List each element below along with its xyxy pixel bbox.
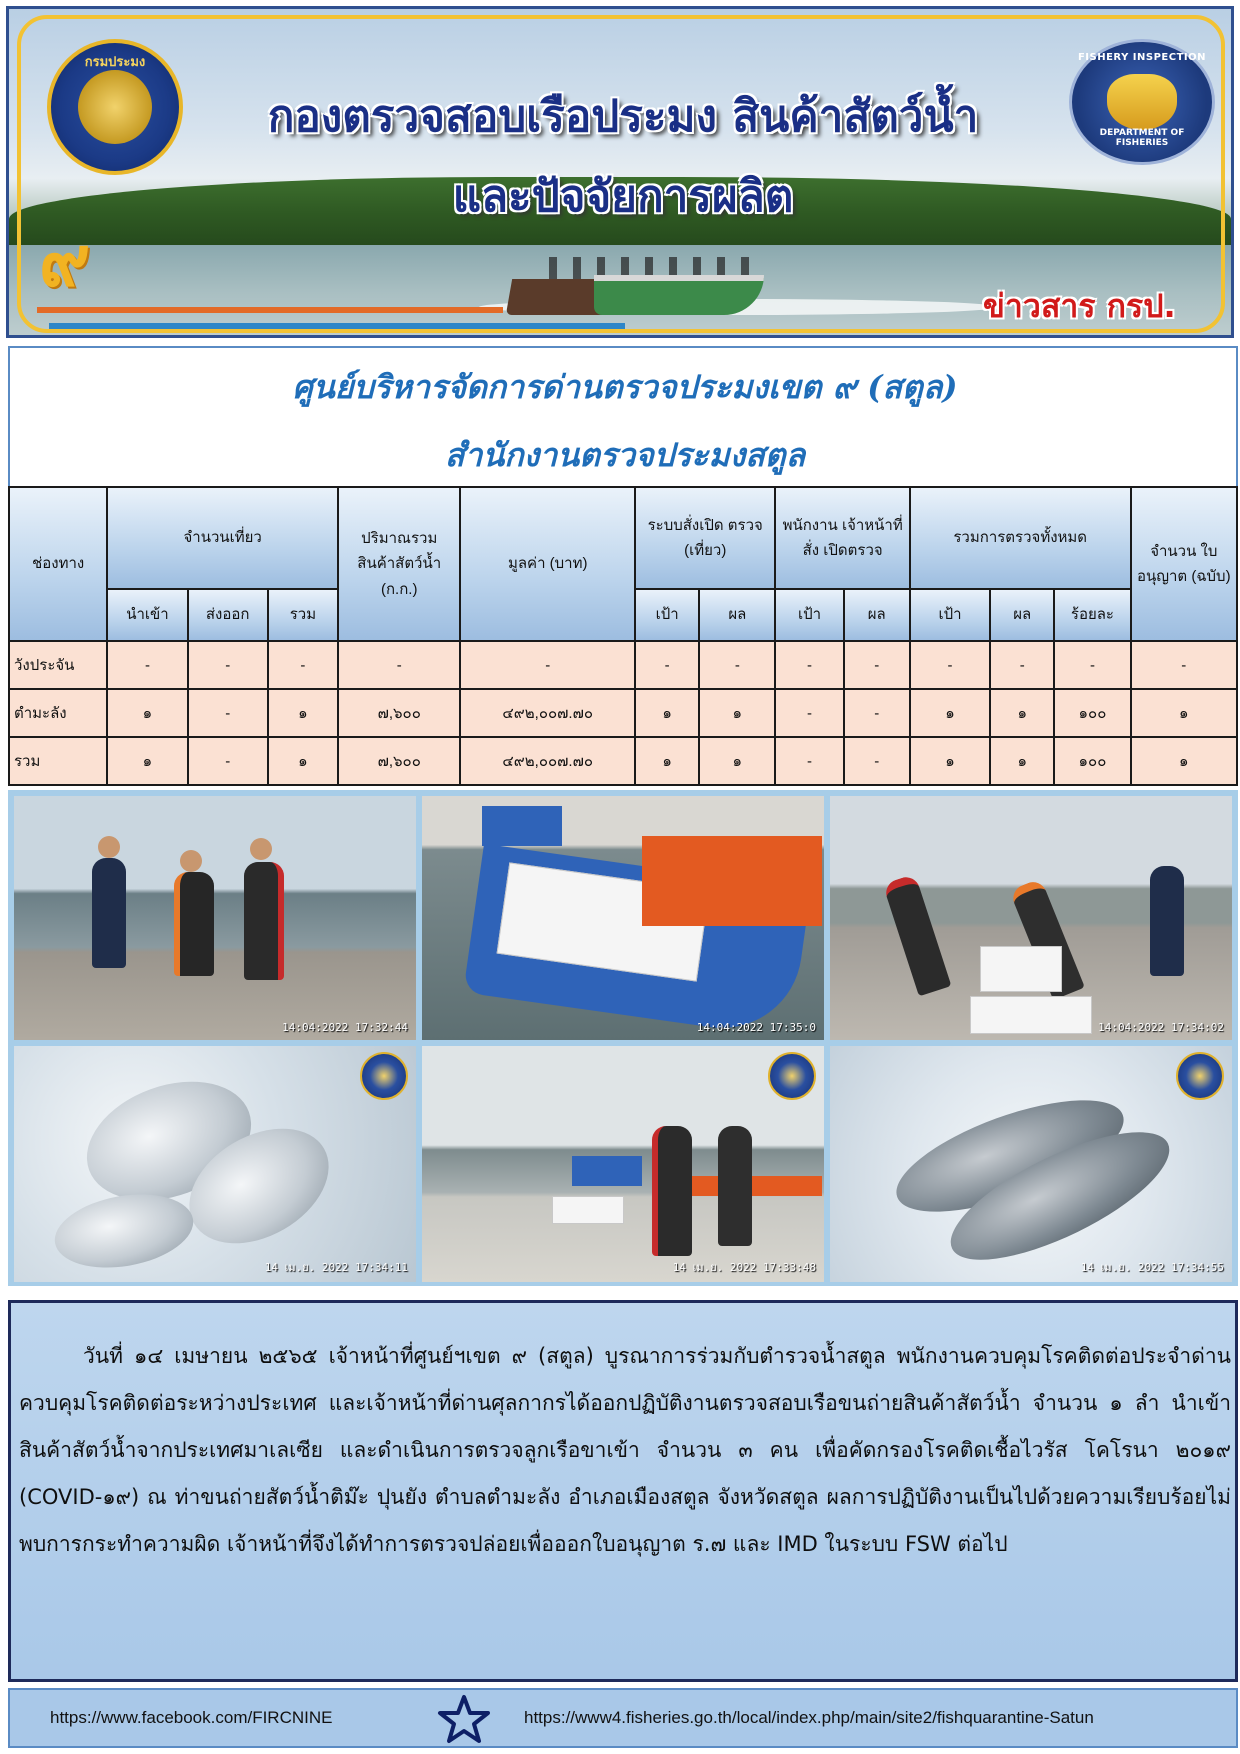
cell-quantity: ๗,๖๐๐ [338, 737, 460, 785]
cell-all-result: ๑ [990, 737, 1054, 785]
col-system-target: เป้า [635, 589, 699, 641]
col-staff-order: พนักงาน เจ้าหน้าที่สั่ง เปิดตรวจ [775, 487, 909, 589]
person-head [180, 850, 202, 872]
fish-crate [970, 996, 1092, 1034]
photo-sea-bass-on-ice [830, 1046, 1232, 1282]
news-body-text: วันที่ ๑๔ เมษายน ๒๕๖๕ เจ้าหน้าที่ศูนย์ฯเขต ๙ (สตูล) บูรณาการร่วมกับตำรวจน้ำสตูล พนักงานควบคุมโรคติดต่อประจำด่านควบคุมโรคติดต่อระหว่างประเทศ และเจ้าหน้าที่ด่านศุลกากรได้ออกปฏิบัติงานตรวจสอบเรือขนถ่ายสินค้าสัตว์น้ำ จำนวน ๑ ลำ นำเข้าสินค้าสัตว์น้ำจากประเทศมาเลเซีย และดำเนินการตรวจลูกเรือขาเข้า จำนวน ๓ คน เพื่อคัดกรองโรคติดเชื้อไวรัส โคโรนา ๒๐๑๙ (COVID-๑๙) ณ ท่าขนถ่ายสัตว์น้ำติม๊ะ ปุนยัง ตำบลตำมะลัง อำเภอเมืองสตูล จังหวัดสตูล ผลการปฏิบัติงานเป็นไปด้วยความเรียบร้อยไม่พบการกระทำความผิด เจ้าหน้าที่จึงได้ทำการตรวจปล่อยเพื่อออกใบอนุญาต ร.๗ และ IMD ในระบบ FSW ต่อไป [19, 1344, 1231, 1556]
fisheries-seal-icon [360, 1052, 408, 1100]
cell-sys-target: ๑ [635, 689, 699, 737]
col-trips-import: นำเข้า [107, 589, 187, 641]
table-row [9, 641, 1237, 689]
person-figure [174, 872, 214, 976]
col-permits: จำนวน ใบอนุญาต (ฉบับ) [1131, 487, 1237, 641]
cell-sys-target: - [635, 641, 699, 689]
photo-timestamp: 14 เม.ย. 2022 17:33:48 [672, 1261, 816, 1274]
table-row [9, 689, 1237, 737]
boat-bridge [482, 806, 562, 846]
person-figure [883, 874, 952, 997]
cell-all-target: ๑ [910, 737, 990, 785]
office-title: ศูนย์บริหารจัดการด่านตรวจประมงเขต ๙ (สตูล) [292, 368, 958, 406]
star-icon [436, 1694, 492, 1744]
photo-pomfret-on-ice [14, 1046, 416, 1282]
person-figure [244, 862, 284, 980]
col-total-inspection: รวมการตรวจทั้งหมด [910, 487, 1131, 589]
footer-bar [8, 1688, 1238, 1748]
col-trips-total: รวม [268, 589, 338, 641]
cell-export: - [188, 689, 268, 737]
cell-staff-target: - [775, 689, 843, 737]
col-system-result: ผล [699, 589, 775, 641]
cell-sys-result: ๑ [699, 689, 775, 737]
cell-all-result: - [990, 641, 1054, 689]
logo-text-top: FISHERY INSPECTION [1077, 52, 1207, 63]
inspection-stats-table [8, 486, 1238, 786]
news-body-panel [8, 1300, 1238, 1682]
photo-timestamp: 14:04:2022 17:35:0 [696, 1021, 816, 1034]
col-all-result: ผล [990, 589, 1054, 641]
seal-label: กรมประมง [84, 55, 146, 70]
cell-value: ๔๙๒,๐๐๗.๗๐ [460, 689, 635, 737]
cell-sys-result: ๑ [699, 737, 775, 785]
cell-sys-result: - [699, 641, 775, 689]
fish-crate [980, 946, 1062, 992]
blue-stripe [49, 323, 625, 329]
cell-value: ๔๙๒,๐๐๗.๗๐ [460, 737, 635, 785]
cell-staff-result: - [844, 737, 910, 785]
photo-timestamp: 14 เม.ย. 2022 17:34:55 [1080, 1261, 1224, 1274]
cell-percent: ๑๐๐ [1054, 737, 1130, 785]
photo-boat-with-crates [422, 796, 824, 1040]
col-percent: ร้อยละ [1054, 589, 1130, 641]
cell-channel: รวม [9, 737, 107, 785]
cell-percent: ๑๐๐ [1054, 689, 1130, 737]
photo-timestamp: 14:04:2022 17:34:02 [1098, 1021, 1224, 1034]
orange-stripe [37, 307, 503, 313]
logo-text-bottom: DEPARTMENT OF FISHERIES [1099, 128, 1185, 148]
cell-total: ๑ [268, 737, 338, 785]
website-link[interactable]: https://www4.fisheries.go.th/local/index.php/main/site2/fishquarantine-Satun [524, 1708, 1094, 1727]
person-figure [718, 1126, 752, 1246]
region-number-glyph: ๙ [39, 220, 91, 302]
cell-permits: - [1131, 641, 1237, 689]
photo-timestamp: 14 เม.ย. 2022 17:34:11 [264, 1261, 408, 1274]
photo-timestamp: 14:04:2022 17:32:44 [282, 1021, 408, 1034]
facebook-link[interactable]: https://www.facebook.com/FIRCNINE [50, 1708, 333, 1727]
fish [49, 1184, 199, 1277]
cell-export: - [188, 641, 268, 689]
news-badge: ข่าวสาร กรป. [983, 287, 1176, 325]
boat-hull [682, 1176, 822, 1196]
cell-staff-target: - [775, 641, 843, 689]
banner-title-line1: กองตรวจสอบเรือประมง สินค้าสัตว์น้ำ [267, 91, 979, 142]
cell-import: ๑ [107, 689, 187, 737]
col-system-order: ระบบสั่งเปิด ตรวจ (เที่ยว) [635, 487, 775, 589]
cell-total: - [268, 641, 338, 689]
cell-quantity: ๗,๖๐๐ [338, 689, 460, 737]
person-head [250, 838, 272, 860]
table-row-total [9, 737, 1237, 785]
col-staff-result: ผล [844, 589, 910, 641]
col-quantity: ปริมาณรวม สินค้าสัตว์น้ำ (ก.ก.) [338, 487, 460, 641]
cell-staff-result: - [844, 689, 910, 737]
header-banner [6, 6, 1234, 338]
photo-unloading-at-dock [422, 1046, 824, 1282]
photo-grid [8, 790, 1238, 1286]
col-trips-export: ส่งออก [188, 589, 268, 641]
col-all-target: เป้า [910, 589, 990, 641]
cell-channel: วังประจัน [9, 641, 107, 689]
cell-percent: - [1054, 641, 1130, 689]
fisheries-seal-icon [1176, 1052, 1224, 1100]
photo-officers-on-pier [14, 796, 416, 1040]
person-head [98, 836, 120, 858]
cell-channel: ตำมะลัง [9, 689, 107, 737]
cell-quantity: - [338, 641, 460, 689]
cell-export: - [188, 737, 268, 785]
cell-permits: ๑ [1131, 737, 1237, 785]
col-staff-target: เป้า [775, 589, 843, 641]
cell-import: ๑ [107, 737, 187, 785]
person-figure [92, 858, 126, 968]
fisheries-seal-icon [768, 1052, 816, 1100]
cell-staff-result: - [844, 641, 910, 689]
boat-hull [572, 1156, 642, 1186]
col-trips: จำนวนเที่ยว [107, 487, 338, 589]
cell-all-target: - [910, 641, 990, 689]
cell-import: - [107, 641, 187, 689]
col-value: มูลค่า (บาท) [460, 487, 635, 641]
office-subtitle: สำนักงานตรวจประมงสตูล [444, 436, 806, 474]
cell-staff-target: - [775, 737, 843, 785]
photo-inspecting-catch [830, 796, 1232, 1040]
boat-cabin [642, 836, 822, 926]
cell-all-target: ๑ [910, 689, 990, 737]
cell-sys-target: ๑ [635, 737, 699, 785]
cell-total: ๑ [268, 689, 338, 737]
col-channel: ช่องทาง [9, 487, 107, 641]
cell-all-result: ๑ [990, 689, 1054, 737]
fish-crate [552, 1196, 624, 1224]
banner-title-line2: และปัจจัยการผลิต [452, 171, 794, 222]
cell-permits: ๑ [1131, 689, 1237, 737]
person-figure [652, 1126, 692, 1256]
cell-value: - [460, 641, 635, 689]
person-figure [1150, 866, 1184, 976]
